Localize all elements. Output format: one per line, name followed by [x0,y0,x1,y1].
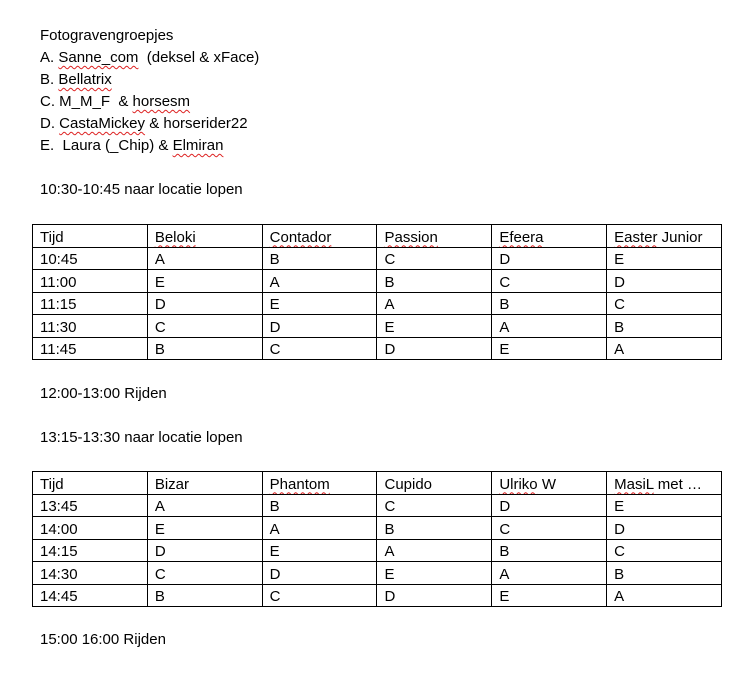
table-cell: D [607,517,722,540]
header-cell: Cupido [377,472,492,495]
table-cell: B [262,494,377,517]
table-cell: E [147,270,262,293]
table-cell: C [147,562,262,585]
table-header-row [33,225,722,248]
ride-line-1: 12:00-13:00 Rijden [40,385,167,402]
header-horse: Beloki [154,228,196,246]
table-cell: C [607,292,722,315]
header-cell: Tijd [33,472,148,495]
time-cell: 13:45 [33,494,148,517]
table-cell: C [492,517,607,540]
group-letter: C. [40,93,55,110]
walk-line-2: 13:15-13:30 naar locatie lopen [40,429,243,446]
table-cell: A [147,494,262,517]
table-row [33,539,722,562]
time-cell: 11:30 [33,315,148,338]
table-row [33,247,722,270]
table-cell: E [262,292,377,315]
group-name: Elmiran [172,137,224,154]
table-cell: A [607,337,722,360]
table-cell: A [377,539,492,562]
table-cell: D [607,270,722,293]
time-cell: 14:15 [33,539,148,562]
table-cell: D [377,584,492,607]
group-letter: D. [40,115,55,132]
table-cell: C [492,270,607,293]
header-cell [492,472,607,495]
table-cell: D [262,315,377,338]
table-cell: E [492,337,607,360]
table-cell: B [262,247,377,270]
schedule-table-2 [32,471,722,607]
group-e [40,136,223,156]
header-horse: Phantom [269,475,330,493]
group-c [40,92,190,112]
group-d [40,114,248,134]
group-name: horsesm [132,93,191,110]
table-cell: D [377,337,492,360]
group-letter: E. [40,137,55,154]
table-cell: B [492,539,607,562]
table-cell: B [147,337,262,360]
header-horse-part: Ulriko [499,475,538,493]
time-cell: 14:30 [33,562,148,585]
table-cell: A [147,247,262,270]
table-row [33,562,722,585]
table-cell: D [147,539,262,562]
header-cell: Tijd [33,225,148,248]
table-cell: B [607,562,722,585]
header-cell [262,472,377,495]
header-horse: Easter Junior [614,228,703,246]
table-header-row [33,472,722,495]
table-cell: C [377,247,492,270]
table-cell: C [262,584,377,607]
table-cell: B [147,584,262,607]
group-text: M_M_F & [55,93,133,110]
header-horse: MasiL met … [614,475,702,493]
table-cell: E [377,315,492,338]
time-cell: 11:15 [33,292,148,315]
table-row [33,315,722,338]
table-cell: A [377,292,492,315]
schedule-table-1 [32,224,722,360]
table-cell: B [492,292,607,315]
group-b [40,70,112,90]
group-text: (deksel & xFace) [138,49,260,66]
table-cell: E [492,584,607,607]
header-cell [377,225,492,248]
time-cell: 10:45 [33,247,148,270]
table-cell: A [262,517,377,540]
table-cell: D [262,562,377,585]
table-cell: A [262,270,377,293]
table-row [33,337,722,360]
table-cell: E [607,494,722,517]
table-row [33,494,722,517]
table-row [33,292,722,315]
group-a [40,48,259,68]
time-cell: 14:00 [33,517,148,540]
header-horse-part: Easter [614,228,658,246]
table-row [33,584,722,607]
table-cell: B [377,270,492,293]
group-name: CastaMickey [59,115,146,132]
table-cell: E [377,562,492,585]
time-cell: 11:00 [33,270,148,293]
table-cell: D [492,247,607,270]
doc-title: Fotogravengroepjes [40,27,174,44]
walk-line-1: 10:30-10:45 naar locatie lopen [40,181,243,198]
time-cell: 11:45 [33,337,148,360]
group-text: & horserider22 [145,115,248,132]
header-horse: Ulriko W [499,475,556,493]
header-cell [262,225,377,248]
table-cell: C [377,494,492,517]
table-cell: A [492,562,607,585]
table-cell: B [377,517,492,540]
group-name: Sanne_com [58,49,139,66]
header-cell [147,225,262,248]
table-cell: E [262,539,377,562]
table-row [33,517,722,540]
ride-line-2: 15:00 16:00 Rijden [40,631,166,648]
table-cell: A [607,584,722,607]
header-cell [607,225,722,248]
table-row [33,270,722,293]
header-horse: Passion [384,228,438,246]
group-name: Bellatrix [58,71,112,88]
table-cell: C [262,337,377,360]
table-cell: D [492,494,607,517]
header-cell [607,472,722,495]
header-horse-part: MasiL [614,475,654,493]
header-horse: Efeera [499,228,544,246]
table-cell: D [147,292,262,315]
header-cell: Bizar [147,472,262,495]
table-cell: C [147,315,262,338]
table-cell: C [607,539,722,562]
time-cell: 14:45 [33,584,148,607]
table-cell: B [607,315,722,338]
table-cell: E [147,517,262,540]
header-horse: Contador [269,228,332,246]
table-cell: A [492,315,607,338]
header-cell [492,225,607,248]
table-cell: E [607,247,722,270]
group-letter: B. [40,71,55,88]
group-letter: A. [40,49,55,66]
group-text: Laura (_Chip) & [54,137,173,154]
